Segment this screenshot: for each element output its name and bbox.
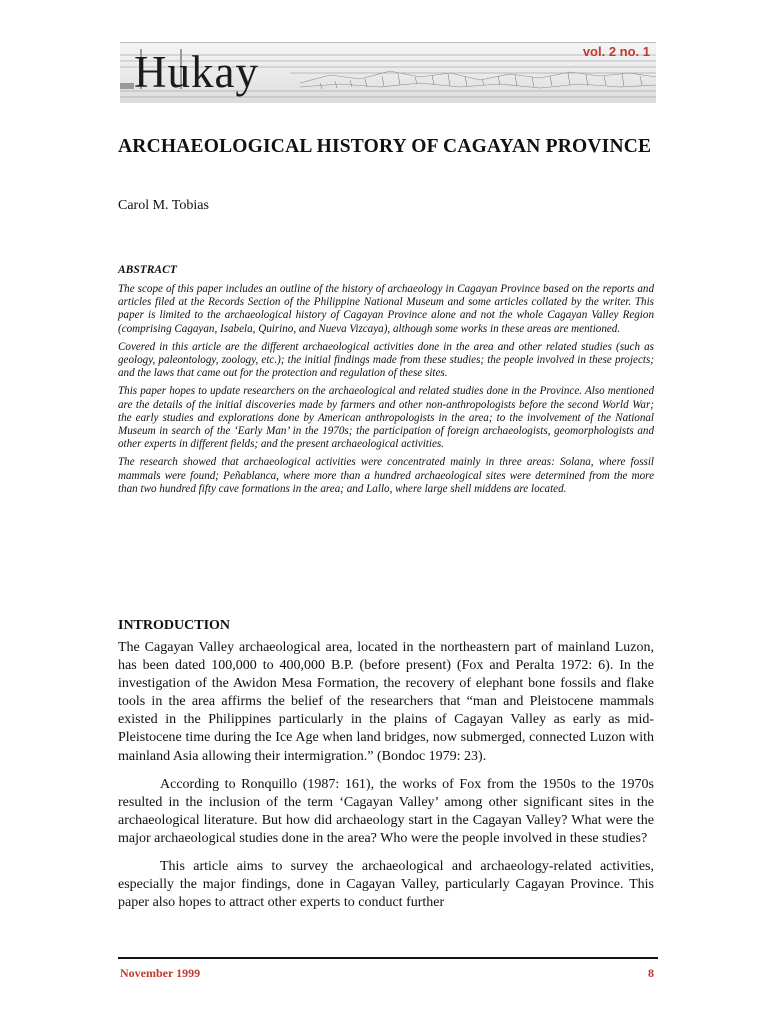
abstract-paragraph: The scope of this paper includes an outline of the history of archaeology in Cagayan Province based on the reports and articles filed at the Records Section of the Philippine National Museum and some articles collated by the writer. This paper is limited to the archaeological history of Cagayan Province alone and not the whole Cagayan Valley Region (comprising Cagayan, Isabela, Quirino, and Nueva Vizcaya), although some works in these areas are mentioned. xyxy=(118,283,654,335)
introduction-paragraph: The Cagayan Valley archaeological area, located in the northeastern part of mainland Luzon, has been dated 100,000 to 400,000 B.P. (before present) (Fox and Peralta 1972: 6). In the investigation of the Awidon Mesa Formation, the recovery of elephant bone fossils and flake tools in the area affirms the belief of the researchers that “man and Pleistocene mammals existed in the Philippines particularly in the plains of Cagayan Valley as early as mid-Pleistocene time during the Ice Age when land bridges, now submerged, connected Luzon with mainland Asia allowing their intermigration.” (Bondoc 1979: 23). xyxy=(118,640,654,764)
journal-name: Hukay xyxy=(134,47,259,97)
abstract-heading: ABSTRACT xyxy=(118,264,177,276)
abstract-section xyxy=(118,263,654,501)
introduction-heading: INTRODUCTION xyxy=(118,618,231,633)
abstract-paragraph: The research showed that archaeological activities were concentrated mainly in three areas: Solana, where fossil mammals were found; Peñablanca, where more than a hundred archaeological sites were determined from the more than two hundred fifty cave formations in the area; and Lallo, where large shell middens are located. xyxy=(118,456,654,495)
introduction-paragraph: This article aims to survey the archaeological and archaeology-related activities, especially the major findings, done in Cagayan Valley, particularly Cagayan Province. This paper also hopes to attract other experts to conduct further xyxy=(118,859,654,911)
abstract-paragraph: Covered in this article are the different archaeological activities done in the area and other related studies (such as geology, paleontology, zoology, etc.); the initial findings made from these studies; the people involved in these projects; and the laws that came out for the protection and regulation of these sites. xyxy=(118,340,654,380)
page-number: 8 xyxy=(648,966,654,980)
introduction-section xyxy=(118,617,654,922)
footer-divider xyxy=(118,957,658,959)
article-title: ARCHAEOLOGICAL HISTORY OF CAGAYAN PROVINCE xyxy=(118,136,652,157)
volume-issue: vol. 2 no. 1 xyxy=(582,44,650,59)
introduction-paragraph: According to Ronquillo (1987: 161), the works of Fox from the 1950s to the 1970s resulted in the inclusion of the term ‘Cagayan Valley’ among other significant sites in the archaeological literature. But how did archaeology start in the Cagayan Valley? What were the major archaeological studies done in the area? Who were the people involved in these studies? xyxy=(118,776,654,846)
article-author: Carol M. Tobias xyxy=(118,198,209,213)
abstract-paragraph: This paper hopes to update researchers on the archaeological and related studies done in the Province. Also mentioned are the details of the initial discoveries made by farmers and other non-anthropologists before the second World War; the early studies and explorations done by American anthropologists in the area; to the involvement of the National Museum in search of the ‘Early Man’ in the 1970s; the participation of foreign archaeologists, geomorphologists and other experts in different fields; and the present archaeological activities. xyxy=(118,385,654,451)
footer-date: November 1999 xyxy=(120,966,201,980)
